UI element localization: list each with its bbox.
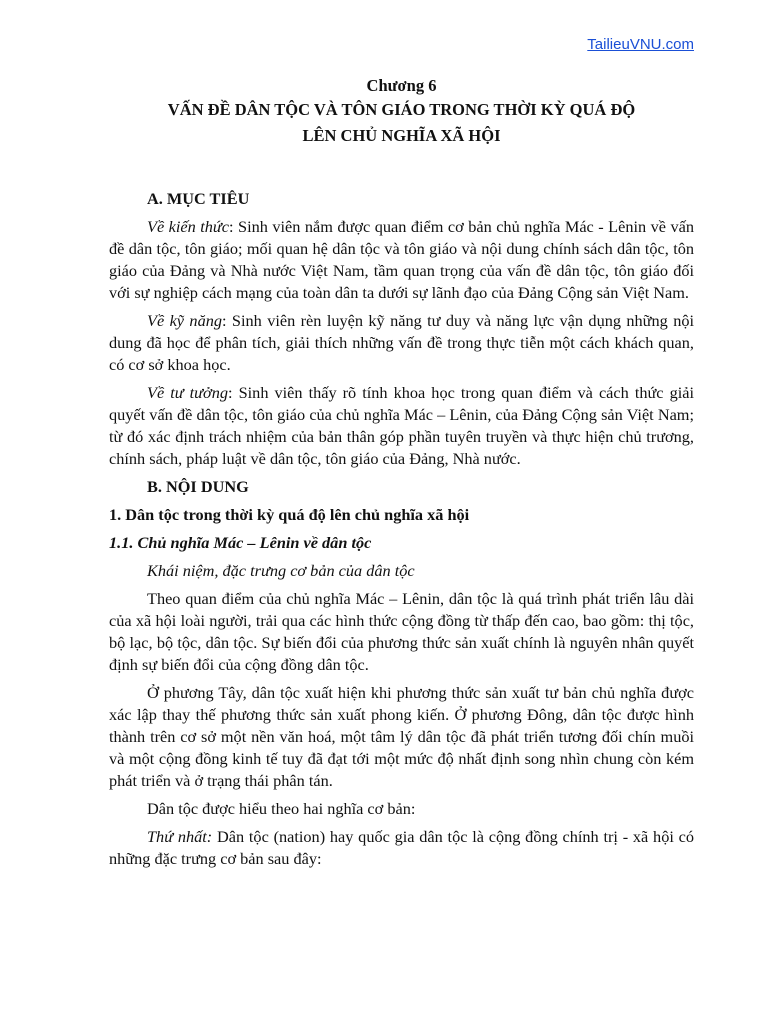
heading-1-1: 1.1. Chủ nghĩa Mác – Lênin về dân tộc [109, 533, 372, 552]
paragraph-knowledge [109, 216, 694, 304]
paragraph-ideology-text: : Sinh viên thấy rõ tính khoa học trong quan điểm và cách thức giải quyết vấn đề dân tộc, tôn giáo của chủ nghĩa Mác – Lênin, của Đảng Cộng sản Việt Nam; từ đó xác định trách nhiệm của bản thân góp phần tuyên truyền và thực hiện chủ trương, chính sách, pháp luật về dân tộc, tôn giáo của Đảng, Nhà nước. [109, 383, 694, 468]
chapter-number: Chương 6 [366, 76, 437, 95]
section-heading-a: A. MỤC TIÊU [147, 189, 250, 208]
section-heading-b: B. NỘI DUNG [147, 477, 249, 496]
paragraph-first-meaning-text: Dân tộc (nation) hay quốc gia dân tộc là cộng đồng chính trị - xã hội có những đặc trưng cơ bản sau đây: [109, 827, 695, 868]
chapter-title-line-1: VẤN ĐỀ DÂN TỘC VÀ TÔN GIÁO TRONG THỜI KỲ QUÁ ĐỘ [167, 100, 636, 119]
paragraph-knowledge-text: : Sinh viên nắm được quan điểm cơ bản chủ nghĩa Mác - Lênin về vấn đề dân tộc, tôn giáo; mối quan hệ dân tộc và tôn giáo và nội dung chính sách dân tộc, tôn giáo của Đảng và Nhà nước Việt Nam, tầm quan trọng của vấn đề dân tộc, tôn giáo đối với sự nghiệp cách mạng của toàn dân ta dưới sự lãnh đạo của Đảng Cộng sản Việt Nam. [109, 217, 694, 302]
paragraph-marxist-view: Theo quan điểm của chủ nghĩa Mác – Lênin, dân tộc là quá trình phát triển lâu dài của xã hội loài người, trải qua các hình thức cộng đồng từ thấp đến cao, bao gồm: thị tộc, bộ lạc, bộ tộc, dân tộc. Sự biến đổi của phương thức sản xuất chính là nguyên nhân quyết định sự biến đổi của cộng đồng dân tộc. [109, 589, 694, 674]
paragraph-skills-text: : Sinh viên rèn luyện kỹ năng tư duy và năng lực vận dụng những nội dung đã học để phân tích, giải thích những vấn đề trong thực tiễn một cách khách quan, có cơ sở khoa học. [109, 311, 694, 374]
paragraph-skills [109, 310, 694, 376]
paragraph-first-meaning [109, 826, 694, 870]
paragraph-two-meanings: Dân tộc được hiểu theo hai nghĩa cơ bản: [147, 799, 416, 818]
subheading-concept: Khái niệm, đặc trưng cơ bản của dân tộc [147, 561, 415, 580]
paragraph-ideology-label: Về tư tưởng [147, 383, 229, 402]
paragraph-first-meaning-label: Thứ nhất: [147, 827, 213, 846]
paragraph-ideology [109, 382, 694, 470]
heading-1: 1. Dân tộc trong thời kỳ quá độ lên chủ nghĩa xã hội [109, 505, 470, 524]
paragraph-skills-label: Về kỹ năng [147, 311, 222, 330]
chapter-title-line-2: LÊN CHỦ NGHĨA XÃ HỘI [302, 126, 501, 145]
header-link[interactable]: TailieuVNU.com [587, 36, 694, 53]
paragraph-west-east: Ở phương Tây, dân tộc xuất hiện khi phương thức sản xuất tư bản chủ nghĩa được xác lập thay thế phương thức sản xuất phong kiến. Ở phương Đông, dân tộc được hình thành trên cơ sở một nền văn hoá, một tâm lý dân tộc đã phát triển tương đối chín muồi và một cộng đồng kinh tế tuy đã đạt tới một mức độ nhất định song nhìn chung còn kém phát triển và ở trạng thái phân tán. [109, 683, 694, 790]
document-body [109, 188, 694, 876]
paragraph-knowledge-label: Về kiến thức [147, 217, 230, 236]
